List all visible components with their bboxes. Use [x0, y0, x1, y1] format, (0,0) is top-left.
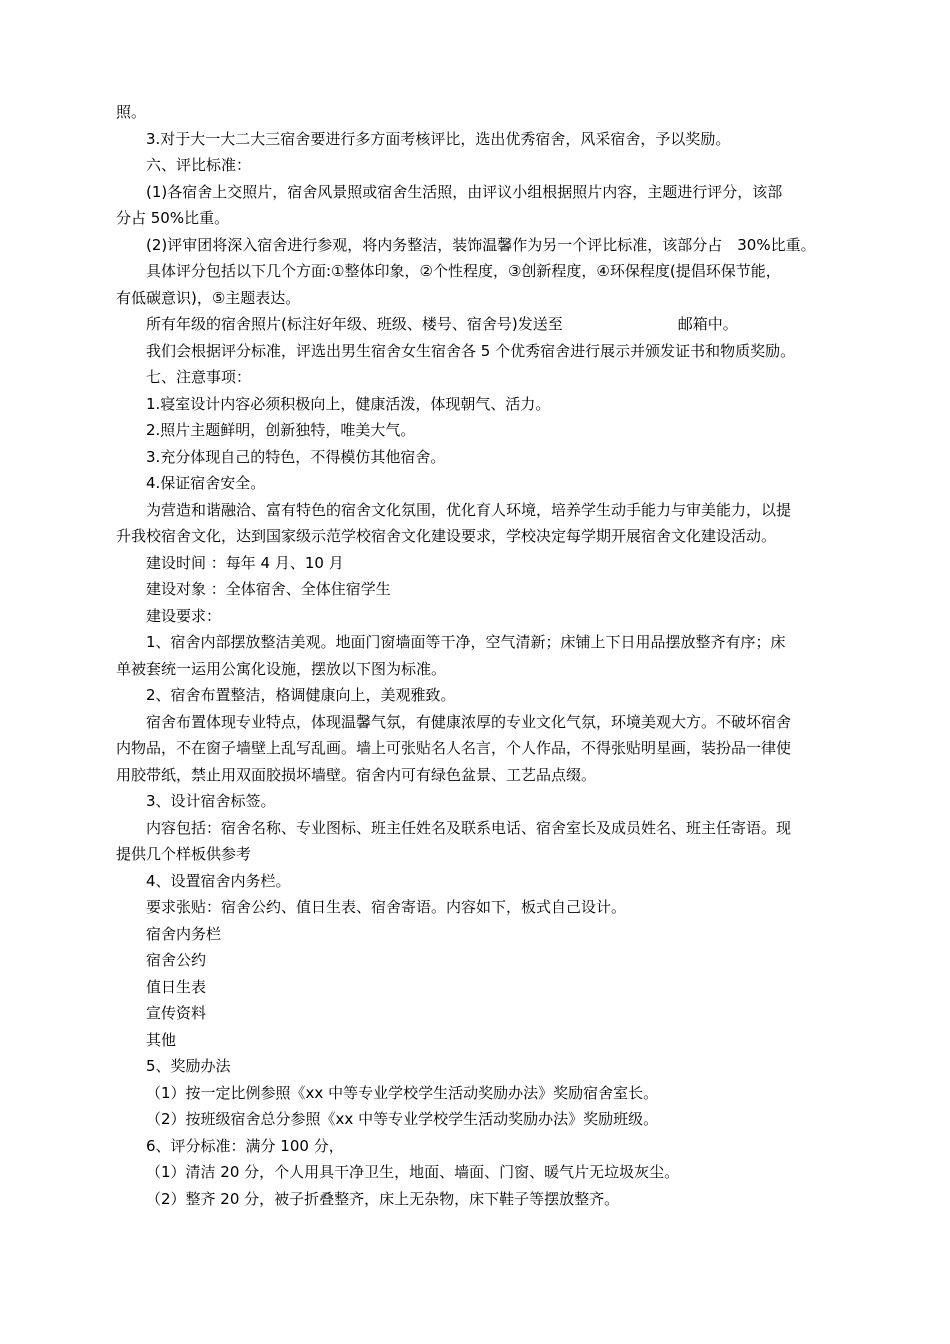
text-line: 具体评分包括以下几个方面:①整体印象，②个性程度，③创新程度，④环保程度(提倡环保节能，	[146, 262, 781, 280]
text-line: 1.寝室设计内容必须积极向上，健康活泼，体现朝气、活力。	[146, 394, 551, 413]
text-line: 内物品，不在窗子墙壁上乱写乱画。墙上可张贴名人名言，个人作品，不得张贴明星画，装扮品一律使	[116, 739, 792, 757]
text-line: 建设对象 ：全体宿舍、全体住宿学生	[146, 580, 391, 598]
section-heading: 七、注意事项：	[146, 368, 252, 386]
text-line: 要求张贴：宿舍公约、值日生表、宿舍寄语。内容如下，板式自己设计。	[146, 898, 627, 916]
text-line: (2)评审团将深入宿舍进行参观，将内务整洁，装饰温馨作为另一个评比标准，该部分占 30%比重。	[146, 235, 816, 254]
text-line: 3、设计宿舍标签。	[146, 792, 276, 810]
text-line: （2）按班级宿舍总分参照《xx 中等专业学校学生活动奖励办法》奖励班级。	[146, 1110, 659, 1128]
text-line: 2.照片主题鲜明，创新独特，唯美大气。	[146, 421, 416, 439]
text-line: （1）清洁 20 分，个人用具干净卫生，地面、墙面、门窗、暖气片无垃圾灰尘。	[146, 1163, 680, 1181]
text-line: 我们会根据评分标准，评选出男生宿舍女生宿舍各 5 个优秀宿舍进行展示并颁发证书和物质奖励。	[146, 341, 796, 360]
text-line: 为营造和谐融洽、富有特色的宿舍文化氛围，优化育人环境，培养学生动手能力与审美能力，以提	[146, 500, 792, 519]
email-instruction: 所有年级的宿舍照片(标注好年级、班级、楼号、宿舍号)发送至	[146, 315, 563, 333]
text-line: 宿舍布置体现专业特点，体现温馨气氛，有健康浓厚的专业文化气氛，环境美观大方。不破坏宿舍	[146, 712, 792, 731]
text-line: 3.充分体现自己的特色，不得模仿其他宿舍。	[146, 447, 446, 466]
text-line: （1）按一定比例参照《xx 中等专业学校学生活动奖励办法》奖励宿舍室长。	[146, 1083, 659, 1102]
text-line: （2）整齐 20 分，被子折叠整齐，床上无杂物，床下鞋子等摆放整齐。	[146, 1189, 620, 1208]
document-page	[116, 99, 832, 1212]
text-line: 分占 50%比重。	[116, 209, 230, 227]
text-line: 单被套统一运用公寓化设施，摆放以下图为标准。	[116, 659, 447, 678]
text-line: 5、奖励办法	[146, 1057, 231, 1075]
text-line: 宿舍公约	[146, 951, 207, 969]
text-line: 2、宿舍布置整洁，格调健康向上，美观雅致。	[146, 686, 456, 704]
text-line: 6、评分标准：满分 100 分，	[146, 1136, 344, 1155]
text-line: 4、设置宿舍内务栏。	[146, 871, 291, 890]
text-line: 内容包括：宿舍名称、专业图标、班主任姓名及联系电话、宿舍室长及成员姓名、班主任寄语。现	[146, 818, 792, 837]
text-line: 用胶带纸，禁止用双面胶损坏墙壁。宿舍内可有绿色盆景、工艺品点缀。	[116, 765, 597, 784]
text-line: 其他	[146, 1030, 177, 1049]
text-line: 建设要求：	[146, 606, 222, 625]
text-line: 宣传资料	[146, 1004, 207, 1022]
text-line: 提供几个样板供参考	[116, 845, 252, 863]
text-line: 建设时间 ：每年 4 月、10 月	[146, 553, 344, 572]
text-line: 有低碳意识)，⑤主题表达。	[116, 288, 301, 307]
email-suffix: 邮箱中。	[677, 315, 738, 333]
text-line: 3.对于大一大二大三宿舍要进行多方面考核评比，选出优秀宿舍，风采宿舍，予以奖励。	[146, 129, 731, 148]
section-heading: 六、评比标准：	[146, 156, 252, 174]
text-line: 值日生表	[146, 977, 207, 996]
text-line: (1)各宿舍上交照片，宿舍风景照或宿舍生活照，由评议小组根据照片内容，主题进行评分，该部	[146, 182, 783, 201]
text-line: 4.保证宿舍安全。	[146, 474, 266, 492]
text-line: 1、宿舍内部摆放整洁美观。地面门窗墙面等干净，空气清新；床铺上下日用品摆放整齐有序；床	[146, 633, 786, 651]
text-line: 照。	[116, 103, 147, 121]
text-line	[116, 311, 832, 338]
text-line: 升我校宿舍文化，达到国家级示范学校宿舍文化建设要求，学校决定每学期开展宿舍文化建设活动。	[116, 527, 777, 545]
text-line: 宿舍内务栏	[146, 924, 222, 943]
